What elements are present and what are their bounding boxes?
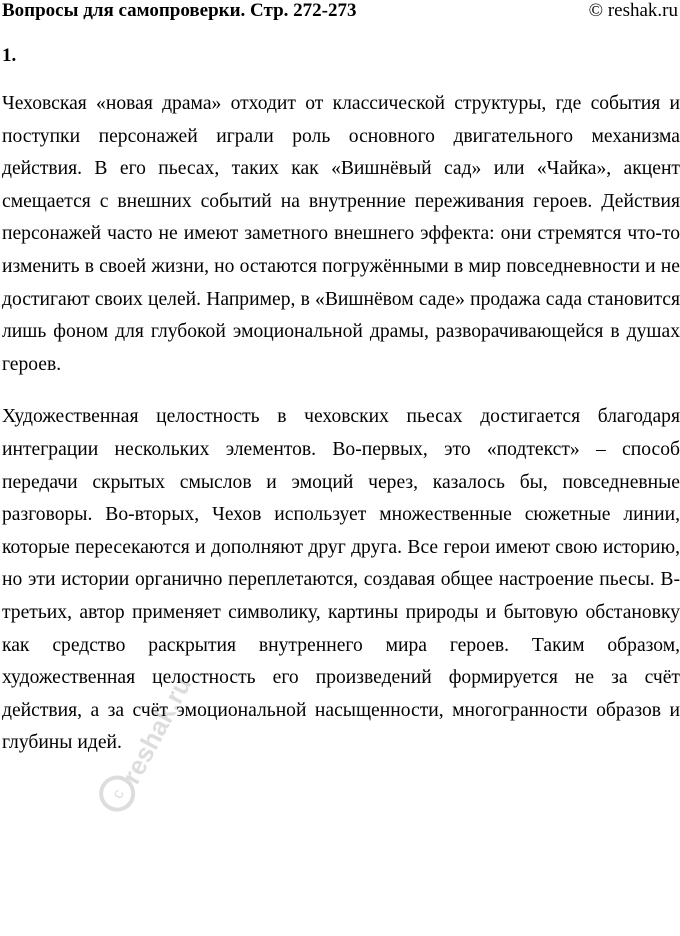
page-header [2,0,678,24]
question-number: 1. [2,45,17,66]
svg-text:c: c [109,786,128,802]
site-credit: © reshak.ru [588,0,678,21]
answer-paragraph-2: Художественная целостность в чеховских пьесах достигается благодаря интеграции нескольких элементов. Во-первых, это «подтекст» – способ передачи скрытых смыслов и эмоций через, казалось бы, повседневные разговоры. Во-вторых, Чехов использует множественные сюжетные линии, которые пересекаются и дополняют друг друга. Все герои имеют свою историю, но эти истории органично переплетаются, создавая общее настроение пьесы. В-третьих, автор применяет символику, картины природы и бытовую обстановку как средство раскрытия внутреннего мира героев. Таким образом, художественная целостность его произведений формируется не за счёт действия, а за счёт эмоциональной насыщенности, многогранности образов и глубины идей. [2,406,680,754]
answer-body [2,88,680,780]
answer-paragraph-1: Чеховская «новая драма» отходит от классической структуры, где события и поступки персонажей играли роль основного двигательного механизма действия. В его пьесах, таких как «Вишнёвый сад» или «Чайка», акцент смещается с внешних событий на внутренние переживания героев. Действия персонажей часто не имеют заметного внешнего эффекта: они стремятся что-то изменить в своей жизни, но остаются погружёнными в мир повседневности и не достигают своих целей. Например, в «Вишнёвом саде» продажа сада становится лишь фоном для глубокой эмоциональной драмы, разворачивающейся в душах героев. [2,93,680,375]
watermark-text: reshak.ru [115,671,198,789]
page-title: Вопросы для самопроверки. Стр. 272-273 [2,0,357,21]
